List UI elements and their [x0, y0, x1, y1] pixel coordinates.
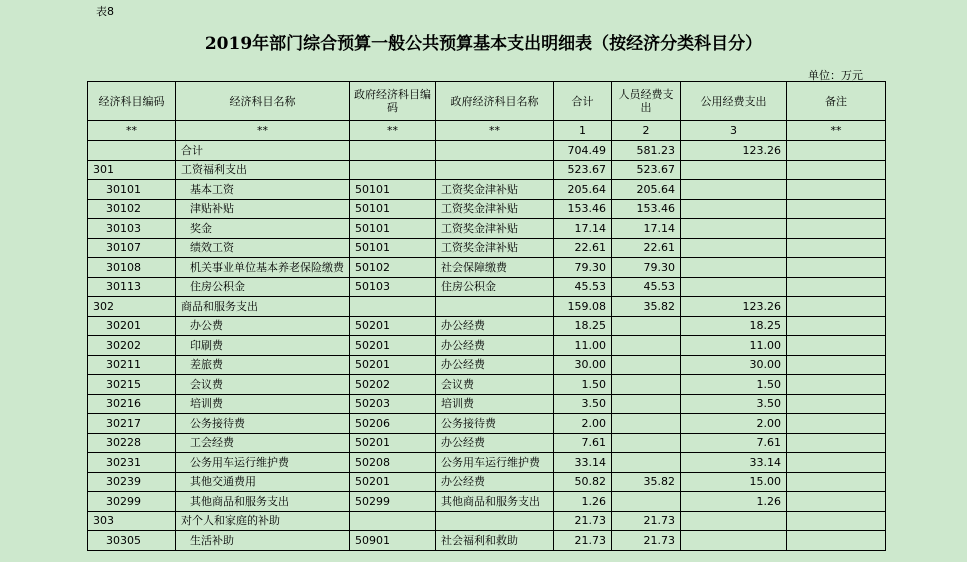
cell-code: 30113: [88, 277, 176, 297]
table-row: [88, 453, 886, 473]
table-row: [88, 297, 886, 317]
table-row: [88, 472, 886, 492]
table-row: [88, 433, 886, 453]
cell-code: 30201: [88, 316, 176, 336]
cell-gov-name: 培训费: [436, 394, 554, 414]
cell-gov-code: 50299: [350, 492, 436, 512]
cell-gov-name: 会议费: [436, 375, 554, 395]
col-header-name: 经济科目名称: [176, 82, 350, 121]
cell-gov-code: [350, 511, 436, 531]
cell-public: 18.25: [681, 316, 787, 336]
cell-total: 3.50: [554, 394, 612, 414]
document-title: 2019年部门综合预算一般公共预算基本支出明细表（按经济分类科目分）: [204, 34, 763, 54]
cell-public: [681, 277, 787, 297]
cell-personnel: 21.73: [612, 531, 681, 551]
cell-gov-code: 50101: [350, 199, 436, 219]
table-row: [88, 336, 886, 356]
cell-name: 印刷费: [176, 336, 350, 356]
cell-note: [787, 414, 886, 434]
cell-name: 会议费: [176, 375, 350, 395]
cell-gov-name: 公务用车运行维护费: [436, 453, 554, 473]
cell-code: 30305: [88, 531, 176, 551]
cell-note: [787, 160, 886, 180]
table-row: [88, 394, 886, 414]
cell-code: 30102: [88, 199, 176, 219]
cell-gov-name: 办公经费: [436, 472, 554, 492]
cell-total: 30.00: [554, 355, 612, 375]
cell-gov-name: 社会保障缴费: [436, 258, 554, 278]
marker-cell: **: [176, 121, 350, 141]
table-row: [88, 414, 886, 434]
cell-public: [681, 160, 787, 180]
cell-gov-code: 50208: [350, 453, 436, 473]
cell-gov-code: 50102: [350, 258, 436, 278]
cell-public: [681, 511, 787, 531]
cell-personnel: [612, 394, 681, 414]
cell-public: 3.50: [681, 394, 787, 414]
cell-name: 其他商品和服务支出: [176, 492, 350, 512]
cell-name: 机关事业单位基本养老保险缴费: [176, 258, 350, 278]
cell-name: 公务接待费: [176, 414, 350, 434]
marker-row: [88, 121, 886, 141]
table-row: [88, 180, 886, 200]
cell-personnel: 205.64: [612, 180, 681, 200]
cell-gov-name: [436, 511, 554, 531]
cell-gov-code: 50101: [350, 219, 436, 239]
cell-public: [681, 258, 787, 278]
table-row: [88, 531, 886, 551]
cell-note: [787, 511, 886, 531]
cell-gov-code: 50201: [350, 433, 436, 453]
col-header-gov-code: 政府经济科目编码: [350, 82, 436, 121]
cell-personnel: [612, 433, 681, 453]
cell-public: 15.00: [681, 472, 787, 492]
cell-public: 11.00: [681, 336, 787, 356]
header-row: [88, 82, 886, 121]
cell-total: 11.00: [554, 336, 612, 356]
cell-total: 523.67: [554, 160, 612, 180]
cell-gov-name: 其他商品和服务支出: [436, 492, 554, 512]
cell-gov-name: 社会福利和救助: [436, 531, 554, 551]
marker-cell: **: [88, 121, 176, 141]
table-row: [88, 238, 886, 258]
cell-code: 30215: [88, 375, 176, 395]
cell-total: 18.25: [554, 316, 612, 336]
cell-gov-code: 50203: [350, 394, 436, 414]
cell-gov-name: 办公经费: [436, 336, 554, 356]
cell-note: [787, 336, 886, 356]
cell-total: 704.49: [554, 141, 612, 161]
cell-public: [681, 238, 787, 258]
cell-public: [681, 531, 787, 551]
cell-gov-code: 50901: [350, 531, 436, 551]
cell-note: [787, 472, 886, 492]
cell-name: 奖金: [176, 219, 350, 239]
cell-name: 津贴补贴: [176, 199, 350, 219]
table-number: 表8: [96, 5, 114, 18]
table-row: [88, 160, 886, 180]
cell-note: [787, 492, 886, 512]
cell-gov-name: 办公经费: [436, 316, 554, 336]
cell-personnel: [612, 375, 681, 395]
cell-name: 商品和服务支出: [176, 297, 350, 317]
cell-personnel: 21.73: [612, 511, 681, 531]
cell-code: 30101: [88, 180, 176, 200]
cell-personnel: 22.61: [612, 238, 681, 258]
table-row: [88, 258, 886, 278]
cell-gov-code: 50206: [350, 414, 436, 434]
cell-gov-name: 办公经费: [436, 433, 554, 453]
cell-note: [787, 375, 886, 395]
cell-public: 1.26: [681, 492, 787, 512]
cell-public: 33.14: [681, 453, 787, 473]
cell-gov-name: 公务接待费: [436, 414, 554, 434]
cell-code: 30299: [88, 492, 176, 512]
cell-public: [681, 219, 787, 239]
cell-total: 21.73: [554, 531, 612, 551]
cell-public: 7.61: [681, 433, 787, 453]
cell-total: 21.73: [554, 511, 612, 531]
cell-personnel: [612, 355, 681, 375]
table-row: [88, 219, 886, 239]
cell-code: 303: [88, 511, 176, 531]
cell-name: 培训费: [176, 394, 350, 414]
col-header-gov-name: 政府经济科目名称: [436, 82, 554, 121]
cell-name: 生活补助: [176, 531, 350, 551]
cell-gov-name: [436, 141, 554, 161]
col-header-public: 公用经费支出: [681, 82, 787, 121]
marker-cell: **: [350, 121, 436, 141]
cell-note: [787, 297, 886, 317]
cell-gov-name: [436, 160, 554, 180]
cell-note: [787, 199, 886, 219]
cell-name: 绩效工资: [176, 238, 350, 258]
cell-public: 2.00: [681, 414, 787, 434]
cell-name: 差旅费: [176, 355, 350, 375]
marker-cell: 3: [681, 121, 787, 141]
cell-gov-code: 50202: [350, 375, 436, 395]
cell-personnel: 35.82: [612, 472, 681, 492]
cell-note: [787, 433, 886, 453]
cell-name: 办公费: [176, 316, 350, 336]
cell-total: 7.61: [554, 433, 612, 453]
cell-note: [787, 141, 886, 161]
cell-public: 1.50: [681, 375, 787, 395]
cell-total: 1.50: [554, 375, 612, 395]
cell-personnel: 153.46: [612, 199, 681, 219]
cell-total: 2.00: [554, 414, 612, 434]
cell-name: 对个人和家庭的补助: [176, 511, 350, 531]
col-header-personnel: 人员经费支出: [612, 82, 681, 121]
cell-gov-code: 50101: [350, 238, 436, 258]
marker-cell: **: [436, 121, 554, 141]
cell-name: 工会经费: [176, 433, 350, 453]
table-row: [88, 316, 886, 336]
cell-code: 30239: [88, 472, 176, 492]
cell-personnel: 45.53: [612, 277, 681, 297]
col-header-note: 备注: [787, 82, 886, 121]
cell-gov-name: 工资奖金津补贴: [436, 199, 554, 219]
cell-note: [787, 258, 886, 278]
cell-total: 205.64: [554, 180, 612, 200]
table-row: [88, 375, 886, 395]
cell-note: [787, 531, 886, 551]
cell-total: 159.08: [554, 297, 612, 317]
cell-name: 工资福利支出: [176, 160, 350, 180]
budget-table: [87, 81, 886, 551]
marker-cell: **: [787, 121, 886, 141]
cell-code: 30217: [88, 414, 176, 434]
table-row: [88, 492, 886, 512]
cell-gov-code: [350, 160, 436, 180]
cell-code: 30228: [88, 433, 176, 453]
table-row: [88, 511, 886, 531]
cell-total: 50.82: [554, 472, 612, 492]
cell-gov-code: 50101: [350, 180, 436, 200]
cell-public: [681, 199, 787, 219]
cell-name: 其他交通费用: [176, 472, 350, 492]
table-row: [88, 141, 886, 161]
cell-gov-name: 工资奖金津补贴: [436, 219, 554, 239]
cell-personnel: 79.30: [612, 258, 681, 278]
marker-cell: 2: [612, 121, 681, 141]
cell-public: 123.26: [681, 297, 787, 317]
cell-note: [787, 316, 886, 336]
cell-code: 30202: [88, 336, 176, 356]
cell-total: 17.14: [554, 219, 612, 239]
cell-personnel: [612, 492, 681, 512]
cell-gov-code: 50201: [350, 316, 436, 336]
cell-public: [681, 180, 787, 200]
cell-note: [787, 394, 886, 414]
cell-gov-name: [436, 297, 554, 317]
cell-gov-code: [350, 297, 436, 317]
cell-personnel: [612, 453, 681, 473]
cell-name: 公务用车运行维护费: [176, 453, 350, 473]
cell-personnel: [612, 336, 681, 356]
cell-note: [787, 180, 886, 200]
cell-gov-code: [350, 141, 436, 161]
cell-total: 79.30: [554, 258, 612, 278]
cell-personnel: 17.14: [612, 219, 681, 239]
cell-personnel: 581.23: [612, 141, 681, 161]
cell-gov-code: 50201: [350, 336, 436, 356]
marker-cell: 1: [554, 121, 612, 141]
cell-gov-code: 50103: [350, 277, 436, 297]
table-row: [88, 355, 886, 375]
cell-name: 基本工资: [176, 180, 350, 200]
cell-code: 30211: [88, 355, 176, 375]
cell-gov-name: 住房公积金: [436, 277, 554, 297]
cell-gov-name: 办公经费: [436, 355, 554, 375]
cell-total: 153.46: [554, 199, 612, 219]
cell-code: 30108: [88, 258, 176, 278]
cell-gov-name: 工资奖金津补贴: [436, 180, 554, 200]
cell-gov-name: 工资奖金津补贴: [436, 238, 554, 258]
unit-label: 单位：万元: [808, 69, 863, 82]
cell-code: 30216: [88, 394, 176, 414]
cell-note: [787, 219, 886, 239]
table-row: [88, 277, 886, 297]
cell-personnel: [612, 316, 681, 336]
cell-total: 22.61: [554, 238, 612, 258]
table-row: [88, 199, 886, 219]
cell-public: 30.00: [681, 355, 787, 375]
cell-note: [787, 277, 886, 297]
cell-personnel: 35.82: [612, 297, 681, 317]
cell-total: 33.14: [554, 453, 612, 473]
cell-code: 30231: [88, 453, 176, 473]
col-header-total: 合计: [554, 82, 612, 121]
cell-note: [787, 355, 886, 375]
cell-note: [787, 238, 886, 258]
cell-total: 45.53: [554, 277, 612, 297]
cell-code: 302: [88, 297, 176, 317]
cell-personnel: 523.67: [612, 160, 681, 180]
cell-code: 30107: [88, 238, 176, 258]
cell-code: 301: [88, 160, 176, 180]
cell-gov-code: 50201: [350, 355, 436, 375]
cell-name: 合计: [176, 141, 350, 161]
cell-code: [88, 141, 176, 161]
cell-public: 123.26: [681, 141, 787, 161]
cell-personnel: [612, 414, 681, 434]
cell-note: [787, 453, 886, 473]
col-header-code: 经济科目编码: [88, 82, 176, 121]
cell-code: 30103: [88, 219, 176, 239]
cell-gov-code: 50201: [350, 472, 436, 492]
cell-total: 1.26: [554, 492, 612, 512]
cell-name: 住房公积金: [176, 277, 350, 297]
